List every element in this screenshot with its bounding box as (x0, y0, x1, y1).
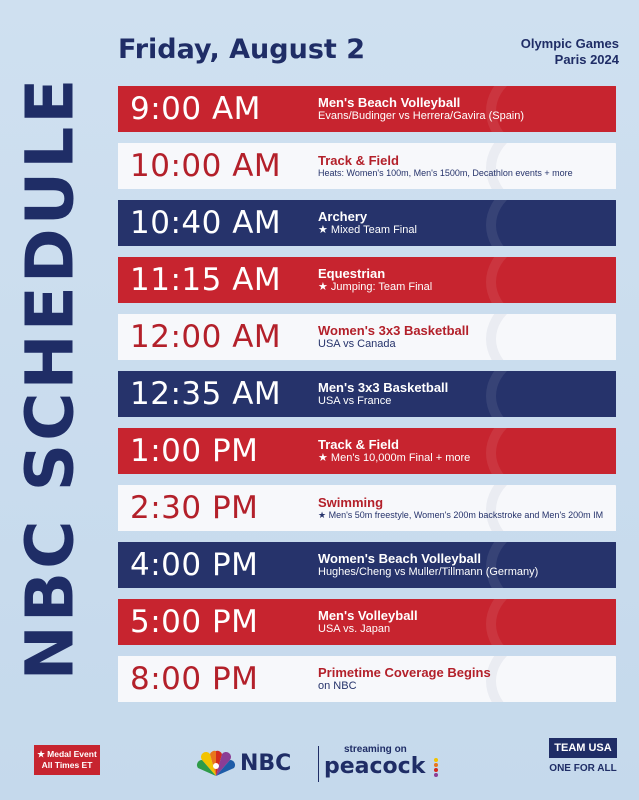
row-detail: ★ Men's 10,000m Final + more (318, 452, 471, 464)
schedule-row (118, 86, 616, 132)
row-detail: Evans/Budinger vs Herrera/Gavira (Spain) (318, 110, 525, 122)
schedule-row (118, 371, 616, 417)
row-time: 4:00 PM (130, 547, 259, 583)
games-name: Olympic Games (520, 36, 619, 51)
row-event: Swimming (318, 495, 384, 510)
row-event: Women's 3x3 Basketball (318, 323, 469, 338)
nbc-wordmark: NBC (240, 750, 292, 776)
peacock-logo (324, 744, 444, 779)
row-event: Archery (318, 209, 368, 224)
row-time: 10:00 AM (130, 148, 282, 184)
schedule-row (118, 143, 616, 189)
row-detail: USA vs France (318, 395, 392, 407)
row-detail: ★ Men's 50m freestyle, Women's 200m backstroke and Men's 200m IM (318, 510, 604, 520)
side-title (11, 28, 89, 728)
page-title: Friday, August 2 (118, 34, 365, 65)
row-event: Men's Beach Volleyball (318, 95, 461, 110)
row-info (308, 266, 616, 294)
schedule-list (118, 86, 616, 713)
nbc-logo (196, 744, 310, 782)
schedule-row (118, 656, 616, 702)
side-title-text: NBC SCHEDULE (11, 75, 89, 681)
games-location: Paris 2024 (554, 52, 619, 67)
row-detail: USA vs Canada (318, 338, 396, 350)
row-time: 2:30 PM (130, 490, 259, 526)
legend-medal-event: ★ Medal Event (37, 749, 97, 759)
peacock-wordmark: peacock (324, 754, 426, 779)
row-info (308, 551, 616, 579)
row-time: 1:00 PM (130, 433, 259, 469)
row-info (308, 153, 616, 179)
row-time: 10:40 AM (130, 205, 282, 241)
row-time: 5:00 PM (130, 604, 259, 640)
team-usa-logo (549, 738, 617, 774)
schedule-row (118, 485, 616, 531)
row-detail: on NBC (318, 680, 357, 692)
row-detail: ★ Jumping: Team Final (318, 281, 433, 293)
streaming-on-label: streaming on (344, 744, 407, 755)
medal-legend (34, 745, 100, 775)
schedule-row (118, 314, 616, 360)
row-event: Equestrian (318, 266, 386, 281)
row-event: Women's Beach Volleyball (318, 551, 481, 566)
logo-divider (318, 746, 319, 782)
legend-time-zone: All Times ET (41, 760, 93, 770)
row-info (308, 495, 616, 521)
row-time: 12:35 AM (130, 376, 282, 412)
row-info (308, 437, 616, 465)
row-info (308, 209, 616, 237)
row-time: 11:15 AM (130, 262, 282, 298)
row-event: Track & Field (318, 437, 399, 452)
row-event: Track & Field (318, 153, 399, 168)
team-usa-tagline: ONE FOR ALL (549, 763, 617, 774)
row-detail: USA vs. Japan (318, 623, 391, 635)
row-detail: ★ Mixed Team Final (318, 224, 417, 236)
schedule-row (118, 257, 616, 303)
row-info (308, 380, 616, 408)
row-info (308, 608, 616, 636)
games-label (459, 36, 619, 68)
row-time: 9:00 AM (130, 91, 261, 127)
schedule-row (118, 428, 616, 474)
schedule-row (118, 599, 616, 645)
row-event: Men's Volleyball (318, 608, 418, 623)
row-time: 8:00 PM (130, 661, 259, 697)
row-event: Men's 3x3 Basketball (318, 380, 449, 395)
peacock-wordmark-row (324, 755, 444, 779)
row-event: Primetime Coverage Begins (318, 665, 491, 680)
row-info (308, 323, 616, 351)
row-detail: Heats: Women's 100m, Men's 1500m, Decathlon events + more (318, 168, 573, 178)
team-usa-badge: TEAM USA (549, 738, 617, 758)
row-info (308, 95, 616, 123)
peacock-dots-icon (434, 757, 438, 778)
row-time: 12:00 AM (130, 319, 282, 355)
schedule-row (118, 542, 616, 588)
nbc-peacock-icon (196, 748, 236, 778)
row-detail: Hughes/Cheng vs Muller/Tillmann (Germany) (318, 566, 539, 578)
row-info (308, 665, 616, 693)
schedule-row (118, 200, 616, 246)
